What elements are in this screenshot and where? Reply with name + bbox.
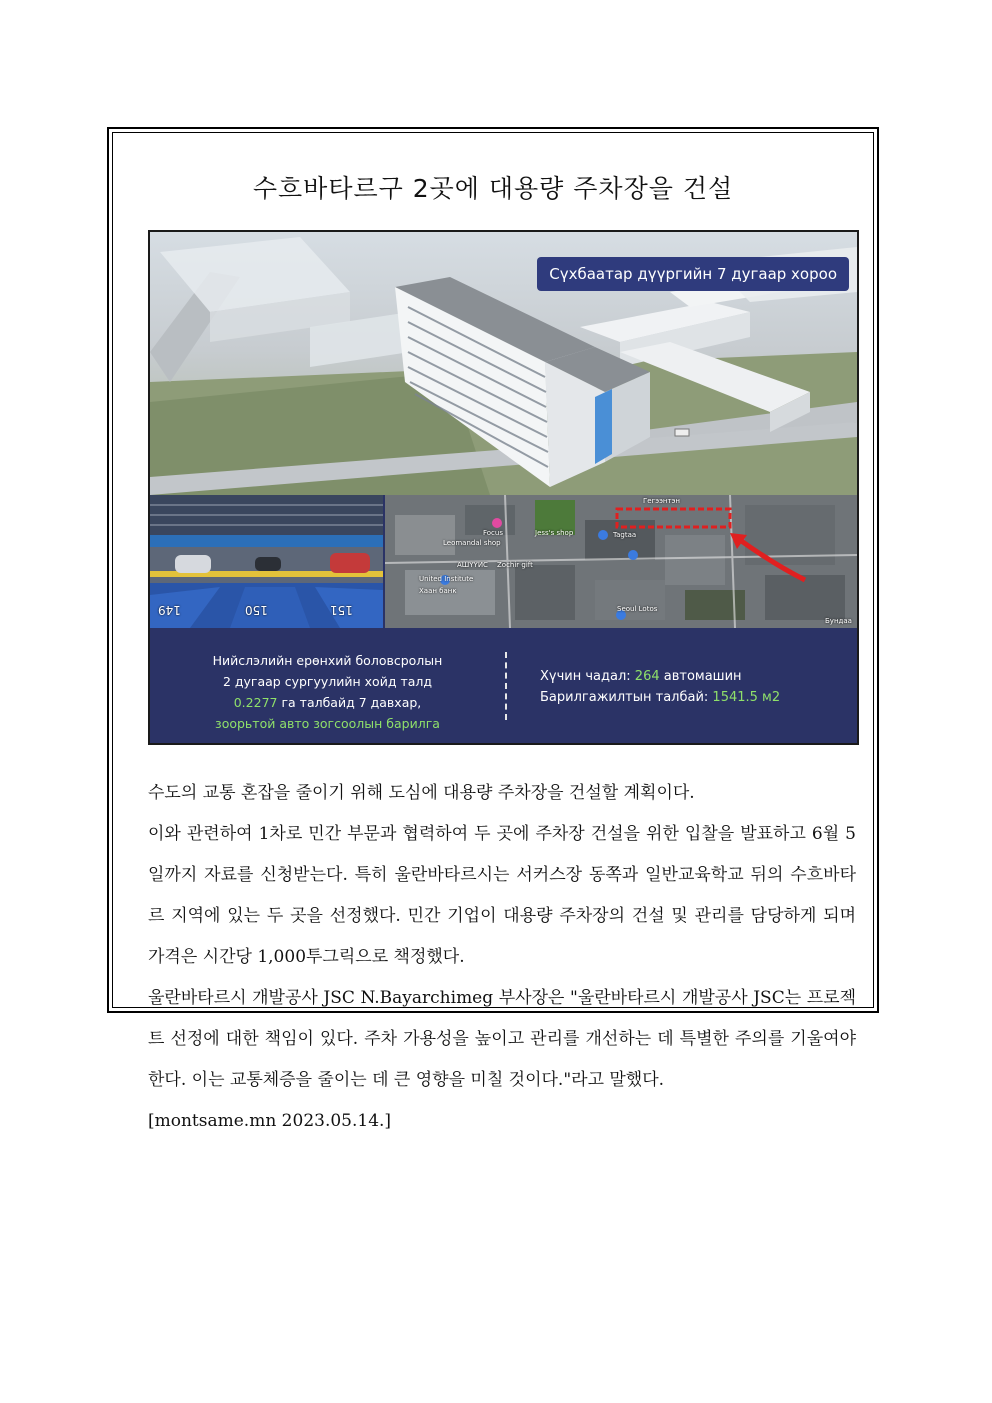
article-source: [montsame.mn 2023.05.14.]: [148, 1111, 392, 1131]
project-description: [150, 650, 505, 734]
figure-info-bar: [150, 628, 857, 743]
capacity-value: 264: [634, 669, 660, 684]
map-label: АШҮҮИС: [457, 561, 488, 569]
project-description-line: зоорьтой авто зогсоолын барилга: [215, 716, 440, 731]
map-label: Tagtaa: [613, 531, 637, 539]
article-frame-inner: [112, 132, 874, 1131]
map-label: Гегээнтэн: [643, 497, 681, 505]
article-frame: [107, 127, 879, 1131]
capacity-unit: автомашин: [659, 669, 742, 684]
garage-interior-image: [150, 495, 383, 628]
location-banner: Сүхбаатар дүүргийн 7 дугаар хороо: [537, 257, 849, 291]
project-stats: [540, 666, 780, 708]
project-description-line: [150, 692, 505, 713]
article-paragraph: 울란바타르시 개발공사 JSC N.Bayarchimeg 부사장은 "울란바타르시 개발공사 JSC는 프로젝트 선정에 대한 책임이 있다. 주차 가용성을 높이고 관리를 개선하는 데 특별한 주의를 기울여야 한다. 이는 교통체증을 줄이는 데 큰 영향을 미칠 것이다."라고 말했다.: [148, 988, 856, 1090]
map-label: Хаан банк: [419, 587, 457, 595]
map-label: United Institute: [419, 575, 474, 583]
map-label: Focus: [483, 529, 503, 537]
article-paragraph: 이와 관련하여 1차로 민간 부문과 협력하여 두 곳에 주차장 건설을 위한 입찰을 발표하고 6월 5일까지 자료를 신청받는다. 특히 울란바타르시는 서커스장 동쪽과 일반교육학교 뒤의 수흐바타르 지역에 있는 두 곳을 선정했다. 민간 기업이 대용량 주차장의 건설 및 관리를 담당하게 되며 가격은 시간당 1,000투그릭으로 책정했다.: [148, 824, 856, 967]
site-area-value: 0.2277: [233, 695, 278, 710]
building-area-value: 1541.5 м2: [712, 690, 781, 705]
building-render: [150, 232, 857, 495]
capacity-label: Хүчин чадал:: [540, 669, 635, 684]
map-label: Seoul Lotos: [617, 605, 658, 613]
article-paragraph: 수도의 교통 혼잡을 줄이기 위해 도심에 대용량 주차장을 건설할 계획이다.: [148, 783, 695, 803]
map-label: Leomandal shop: [443, 539, 501, 547]
project-description-line: Нийслэлийн ерөнхий боловсролын: [212, 653, 443, 668]
building-area-stat: [540, 687, 780, 708]
parking-space-number: 149: [158, 603, 181, 617]
project-description-line: 2 дугаар сургуулийн хойд талд: [222, 674, 433, 689]
article-figure: [148, 230, 859, 745]
map-label: Zochir gift: [497, 561, 533, 569]
satellite-map: [385, 495, 857, 628]
map-label: Jess's shop: [535, 529, 574, 537]
article-title: 수흐바타르구 2곳에 대용량 주차장을 건설: [252, 174, 734, 203]
parking-space-number: 151: [330, 603, 353, 617]
parking-space-number: 150: [245, 603, 268, 617]
map-label: Бундаа: [825, 617, 852, 625]
info-divider: [505, 652, 507, 720]
site-area-text: га талбайд 7 давхар,: [277, 695, 422, 710]
building-area-label: Барилгажилтын талбай:: [540, 690, 713, 705]
capacity-stat: [540, 666, 780, 687]
article-body: [148, 773, 856, 1142]
